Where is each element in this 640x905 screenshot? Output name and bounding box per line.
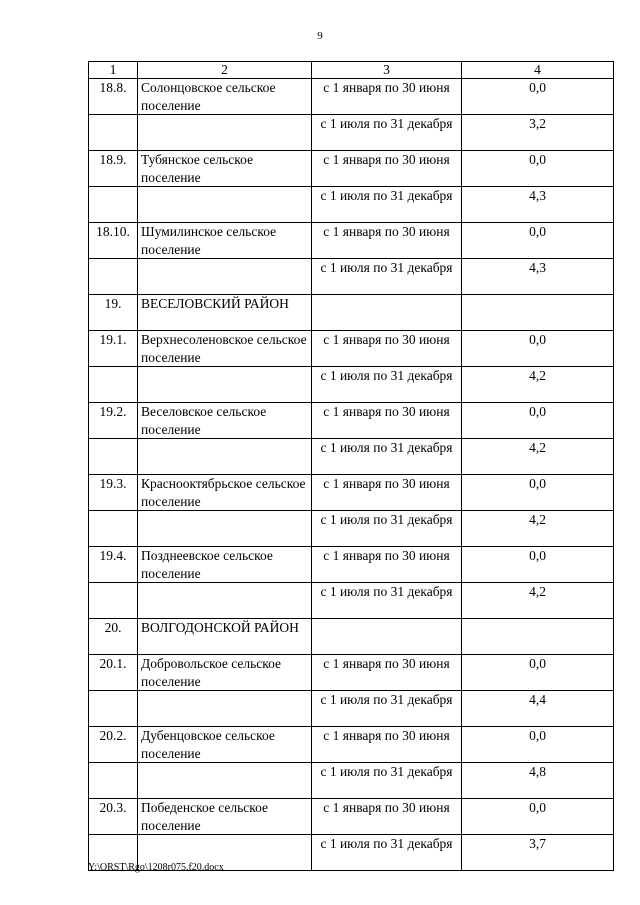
header-col-3: 3 xyxy=(312,62,462,79)
value: 0,0 xyxy=(462,475,614,511)
row-number xyxy=(89,439,138,475)
row-number: 19. xyxy=(89,295,138,331)
header-col-1: 1 xyxy=(89,62,138,79)
value: 4,8 xyxy=(462,763,614,799)
table-row xyxy=(89,763,614,799)
settlement-name xyxy=(138,259,312,295)
row-number: 19.1. xyxy=(89,331,138,367)
settlement-name: Победенское сельское поселение xyxy=(138,799,312,835)
period: с 1 января по 30 июня xyxy=(312,799,462,835)
value: 4,2 xyxy=(462,511,614,547)
period: с 1 июля по 31 декабря xyxy=(312,259,462,295)
settlement-name: Веселовское сельское поселение xyxy=(138,403,312,439)
settlement-name: ВЕСЕЛОВСКИЙ РАЙОН xyxy=(138,295,312,331)
period: с 1 июля по 31 декабря xyxy=(312,583,462,619)
value: 0,0 xyxy=(462,727,614,763)
row-number xyxy=(89,691,138,727)
period: с 1 января по 30 июня xyxy=(312,331,462,367)
row-number: 19.4. xyxy=(89,547,138,583)
row-number: 18.9. xyxy=(89,151,138,187)
row-number: 20.2. xyxy=(89,727,138,763)
settlement-name xyxy=(138,691,312,727)
row-number xyxy=(89,367,138,403)
period: с 1 января по 30 июня xyxy=(312,547,462,583)
value: 3,7 xyxy=(462,835,614,871)
settlement-name xyxy=(138,511,312,547)
row-number xyxy=(89,511,138,547)
table-row xyxy=(89,547,614,583)
period: с 1 января по 30 июня xyxy=(312,79,462,115)
table-row xyxy=(89,727,614,763)
value: 3,2 xyxy=(462,115,614,151)
table-row xyxy=(89,403,614,439)
settlement-name xyxy=(138,115,312,151)
settlement-name: Тубянское сельское поселение xyxy=(138,151,312,187)
row-number: 20.1. xyxy=(89,655,138,691)
value: 0,0 xyxy=(462,151,614,187)
period: с 1 июля по 31 декабря xyxy=(312,511,462,547)
value: 4,2 xyxy=(462,367,614,403)
header-col-4: 4 xyxy=(462,62,614,79)
row-number xyxy=(89,763,138,799)
row-number: 18.10. xyxy=(89,223,138,259)
table-row xyxy=(89,619,614,655)
settlement-name: Добровольское сельское поселение xyxy=(138,655,312,691)
period: с 1 июля по 31 декабря xyxy=(312,763,462,799)
table-row xyxy=(89,475,614,511)
value: 0,0 xyxy=(462,799,614,835)
table-row xyxy=(89,223,614,259)
settlement-name: Шумилинское сельское поселение xyxy=(138,223,312,259)
table-row xyxy=(89,115,614,151)
period: с 1 января по 30 июня xyxy=(312,655,462,691)
row-number: 19.3. xyxy=(89,475,138,511)
period: с 1 июля по 31 декабря xyxy=(312,835,462,871)
value: 4,3 xyxy=(462,187,614,223)
settlement-name: Солонцовское сельское поселение xyxy=(138,79,312,115)
file-path-footer: Y:\ORST\Rgo\1208r075.f20.docx xyxy=(88,862,224,873)
value: 4,2 xyxy=(462,439,614,475)
period xyxy=(312,619,462,655)
settlement-name: Верхнесоленовское сельское поселение xyxy=(138,331,312,367)
table-row xyxy=(89,511,614,547)
settlement-name xyxy=(138,187,312,223)
settlement-name: Краснооктябрьское сельское поселение xyxy=(138,475,312,511)
header-col-2: 2 xyxy=(138,62,312,79)
period: с 1 января по 30 июня xyxy=(312,151,462,187)
value: 0,0 xyxy=(462,655,614,691)
table-row xyxy=(89,799,614,835)
period: с 1 января по 30 июня xyxy=(312,475,462,511)
row-number: 20.3. xyxy=(89,799,138,835)
table-row xyxy=(89,331,614,367)
table-row xyxy=(89,151,614,187)
settlement-name: ВОЛГОДОНСКОЙ РАЙОН xyxy=(138,619,312,655)
table-row xyxy=(89,439,614,475)
page-number: 9 xyxy=(317,30,323,42)
period: с 1 января по 30 июня xyxy=(312,403,462,439)
period: с 1 июля по 31 декабря xyxy=(312,691,462,727)
tariff-table xyxy=(88,61,614,871)
value xyxy=(462,619,614,655)
period: с 1 июля по 31 декабря xyxy=(312,187,462,223)
settlement-name xyxy=(138,763,312,799)
table-row xyxy=(89,259,614,295)
row-number: 20. xyxy=(89,619,138,655)
row-number: 19.2. xyxy=(89,403,138,439)
settlement-name xyxy=(138,367,312,403)
table-row xyxy=(89,583,614,619)
settlement-name xyxy=(138,583,312,619)
value: 0,0 xyxy=(462,223,614,259)
table-header-row xyxy=(89,62,614,79)
value: 4,3 xyxy=(462,259,614,295)
table-row xyxy=(89,367,614,403)
value: 4,2 xyxy=(462,583,614,619)
value xyxy=(462,295,614,331)
value: 0,0 xyxy=(462,547,614,583)
table-row xyxy=(89,295,614,331)
value: 0,0 xyxy=(462,403,614,439)
period: с 1 января по 30 июня xyxy=(312,223,462,259)
settlement-name xyxy=(138,439,312,475)
table-row xyxy=(89,79,614,115)
period: с 1 июля по 31 декабря xyxy=(312,367,462,403)
period: с 1 июля по 31 декабря xyxy=(312,115,462,151)
value: 4,4 xyxy=(462,691,614,727)
settlement-name: Позднеевское сельское поселение xyxy=(138,547,312,583)
row-number xyxy=(89,187,138,223)
row-number: 18.8. xyxy=(89,79,138,115)
table-row xyxy=(89,187,614,223)
period xyxy=(312,295,462,331)
table-row xyxy=(89,655,614,691)
row-number xyxy=(89,115,138,151)
table-row xyxy=(89,691,614,727)
row-number xyxy=(89,583,138,619)
period: с 1 июля по 31 декабря xyxy=(312,439,462,475)
value: 0,0 xyxy=(462,79,614,115)
period: с 1 января по 30 июня xyxy=(312,727,462,763)
row-number xyxy=(89,259,138,295)
value: 0,0 xyxy=(462,331,614,367)
settlement-name: Дубенцовское сельское поселение xyxy=(138,727,312,763)
